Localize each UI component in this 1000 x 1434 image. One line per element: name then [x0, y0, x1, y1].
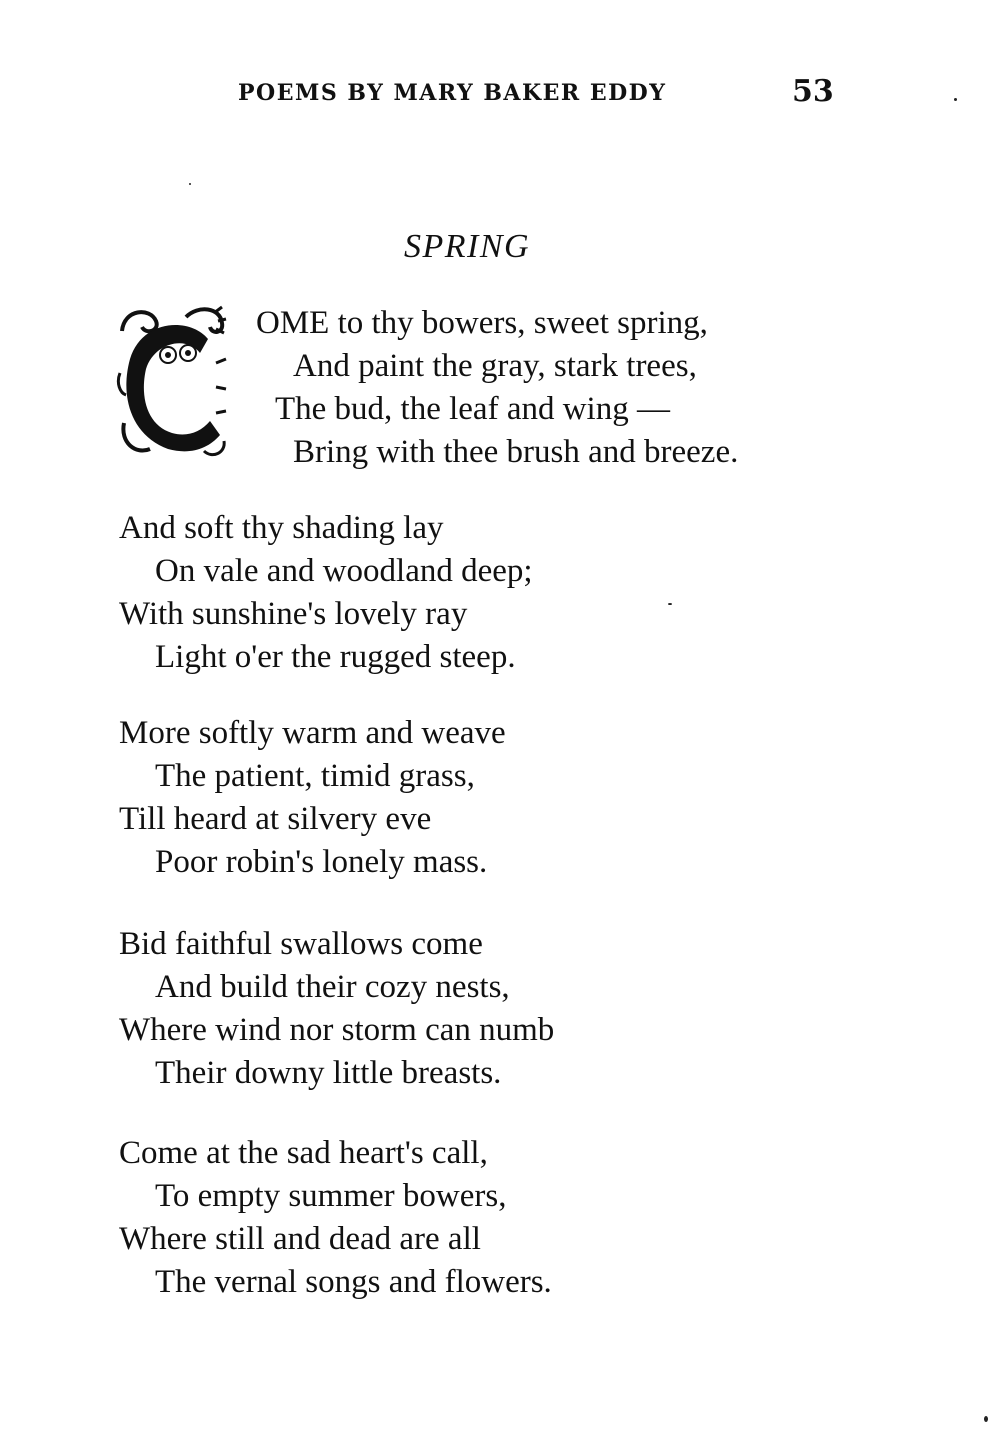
poem-title: SPRING	[404, 228, 531, 265]
poem-line: Bid faithful swallows come	[119, 926, 483, 962]
poem-line: The patient, timid grass,	[155, 758, 475, 794]
drop-cap-ornament-icon	[116, 303, 228, 459]
poem-line: With sunshine's lovely ray	[119, 596, 468, 632]
page-number: 53	[792, 74, 834, 109]
scan-speck	[189, 183, 191, 185]
poem-line: And paint the gray, stark trees,	[293, 348, 697, 384]
poem-line: Till heard at silvery eve	[119, 801, 432, 837]
poem-line: On vale and woodland deep;	[155, 553, 533, 589]
scan-speck	[668, 603, 672, 605]
poem-line: Bring with thee brush and breeze.	[293, 434, 739, 470]
poem-line: Their downy little breasts.	[155, 1055, 502, 1091]
poem-line: More softly warm and weave	[119, 715, 506, 751]
poem-line: The vernal songs and flowers.	[155, 1264, 552, 1300]
running-head: POEMS BY MARY BAKER EDDY	[238, 80, 667, 106]
poem-line: OME to thy bowers, sweet spring,	[256, 305, 708, 341]
poem-line: Light o'er the rugged steep.	[155, 639, 516, 675]
poem-line: Where still and dead are all	[119, 1221, 481, 1257]
poem-line: And soft thy shading lay	[119, 510, 444, 546]
poem-line: The bud, the leaf and wing —	[275, 391, 670, 427]
poem-line: To empty summer bowers,	[155, 1178, 507, 1214]
scan-speck	[984, 1416, 988, 1422]
scan-speck	[954, 98, 957, 101]
poem-line: Where wind nor storm can numb	[119, 1012, 555, 1048]
poem-line: And build their cozy nests,	[155, 969, 510, 1005]
poem-line: Poor robin's lonely mass.	[155, 844, 488, 880]
poem-line: Come at the sad heart's call,	[119, 1135, 488, 1171]
